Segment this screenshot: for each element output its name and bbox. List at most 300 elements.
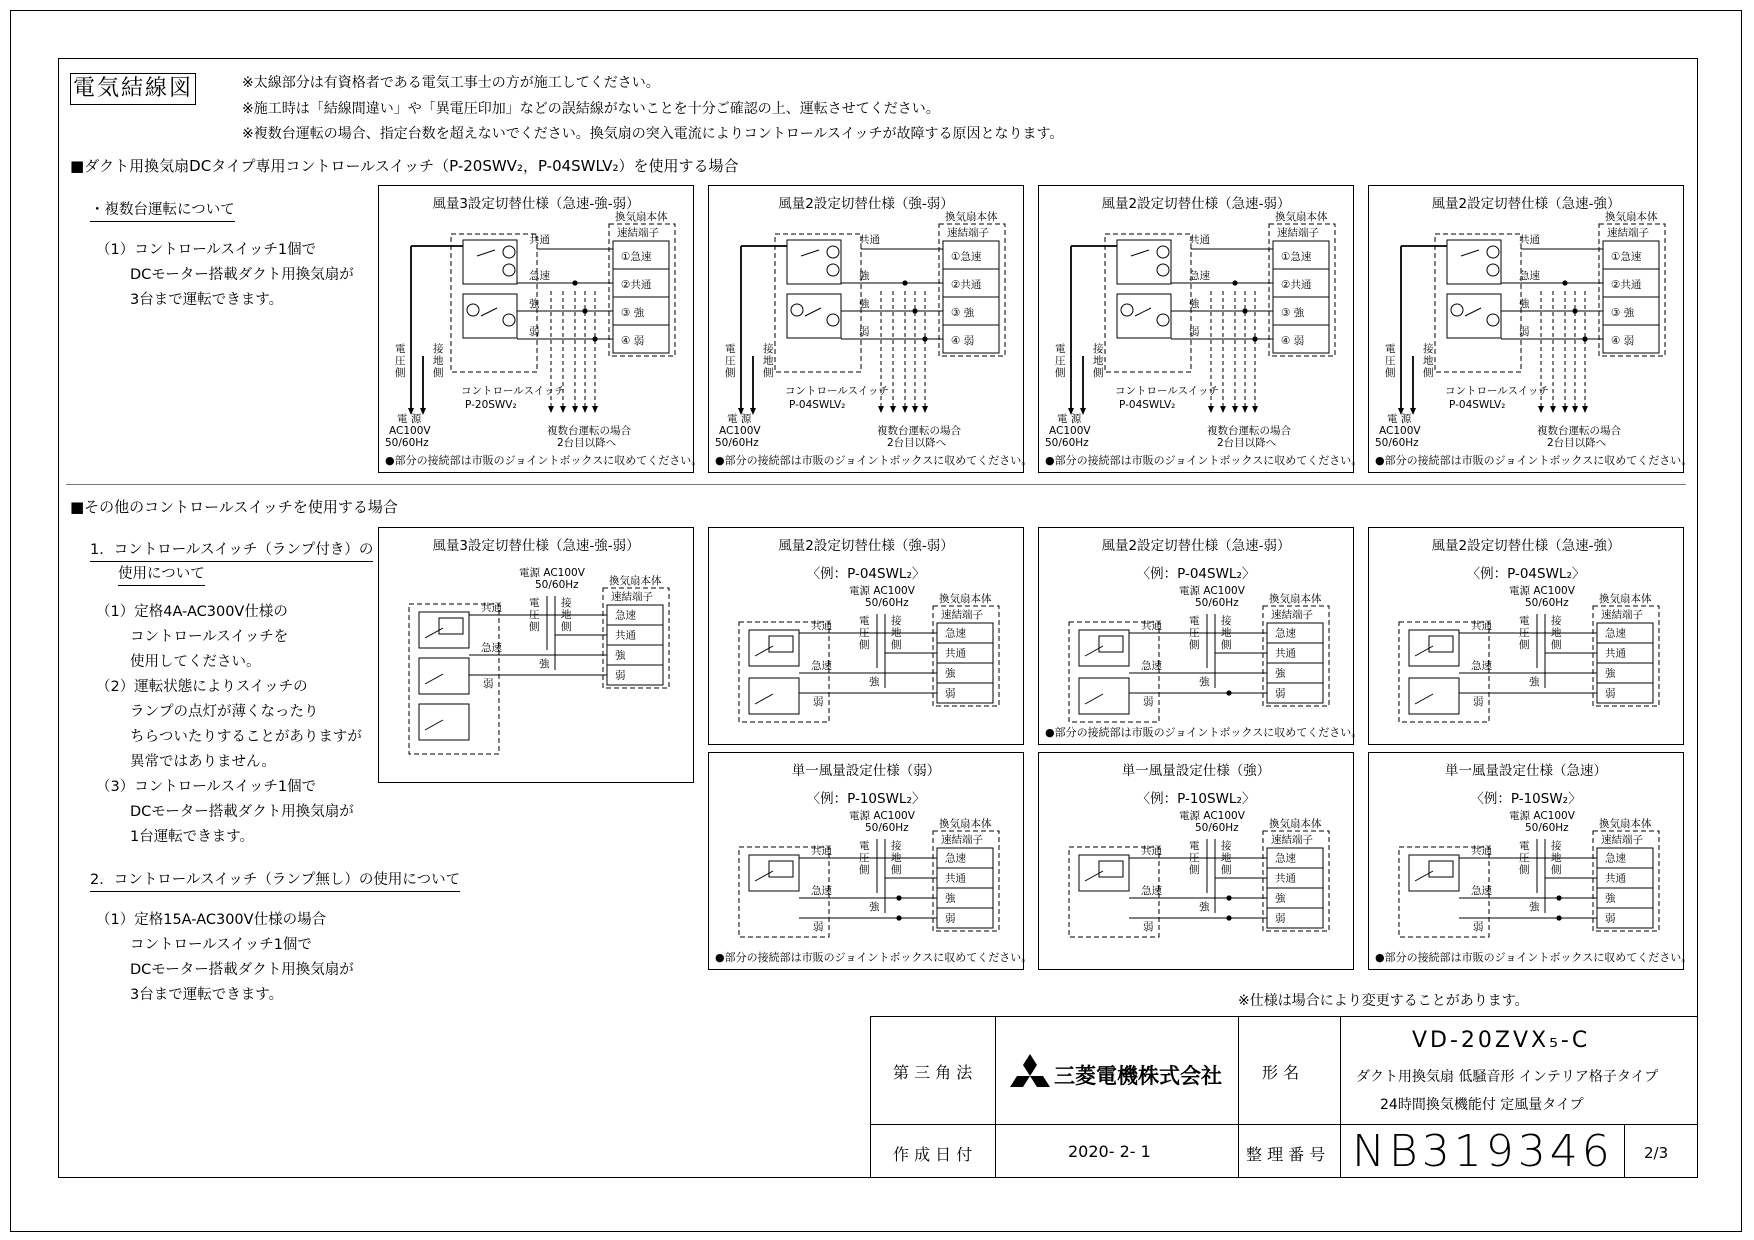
terminal-name: ③ 強	[951, 307, 975, 320]
ground-side-label: 側	[433, 367, 444, 379]
section1-text-2: DCモーター搭載ダクト用換気扇が	[130, 267, 354, 283]
wire	[1085, 871, 1103, 881]
multi-label-1: 複数台運転の場合	[547, 425, 631, 437]
switch-model: P-04SWLV₂	[1449, 399, 1506, 411]
terminal-name: 強	[1605, 892, 1616, 905]
terminal-name: ④ 弱	[1611, 335, 1635, 348]
switch-unit	[1447, 240, 1501, 284]
wire	[1465, 308, 1481, 316]
switch-unit	[1409, 630, 1459, 666]
voltage-side-label: 側	[395, 367, 406, 379]
unit-outline	[1593, 606, 1659, 706]
multi-label-1: 複数台運転の場合	[1537, 425, 1621, 437]
terminal-label: 速結端子	[1601, 609, 1643, 621]
unit-label: 換気扇本体	[1599, 593, 1652, 605]
unit-label: 換気扇本体	[1605, 211, 1658, 223]
power-ac-label: 電源 AC100V	[1509, 810, 1575, 822]
panel-subtitle: 〈例：P-04SWL₂〉	[806, 566, 926, 582]
voltage-side-label: 電	[859, 840, 870, 852]
wire-label: 共通	[1141, 845, 1162, 857]
ground-side-label: 地	[891, 852, 902, 864]
wiring-diagram	[709, 528, 1025, 746]
multi-label-2: 2台目以降へ	[557, 437, 617, 449]
terminal-label: 速結端子	[1607, 227, 1649, 239]
switch-unit	[787, 240, 841, 284]
wire-label: 強	[869, 676, 880, 688]
wire-label: 共通	[529, 234, 550, 246]
ground-side-label: 地	[433, 355, 444, 367]
voltage-side-label: 側	[1055, 367, 1066, 379]
panel-title: 風量2設定切替仕様（強-弱）	[778, 196, 954, 212]
ground-side-label: 側	[561, 621, 572, 633]
arrow-head	[878, 406, 884, 413]
panel-s2-4	[1368, 527, 1684, 745]
section2-text2-1: （1）定格15A-AC300V仕様の場合	[96, 912, 327, 928]
junction-dot	[1226, 690, 1231, 695]
power-hz: 50/60Hz	[1045, 437, 1089, 449]
page-number: 2/3	[1644, 1144, 1669, 1162]
switch-unit	[1117, 240, 1171, 284]
terminal-label: 速結端子	[1601, 834, 1643, 846]
terminal-name: 強	[945, 667, 956, 680]
arrow-head	[902, 406, 908, 413]
section2-sub2: 2．コントロールスイッチ（ランプ無し）の使用について	[90, 868, 460, 892]
ground-side-label: 接	[433, 343, 444, 355]
arrow-head	[922, 406, 928, 413]
date-label: 作 成 日 付	[893, 1145, 973, 1164]
terminal-circle	[791, 304, 803, 316]
wire-label: 急速	[529, 270, 550, 282]
panel-s2-7	[1368, 752, 1693, 970]
power-hz-label: 50/60Hz	[865, 822, 909, 834]
terminal-label: 速結端子	[611, 591, 653, 603]
terminal-circle	[827, 246, 839, 258]
ground-side-label: 側	[763, 367, 774, 379]
panel-title: 風量2設定切替仕様（急速-強）	[1431, 538, 1621, 554]
arrow-head	[1252, 406, 1258, 413]
wire	[755, 871, 773, 881]
ground-side-label: 側	[1423, 367, 1434, 379]
junction-dot	[1226, 895, 1231, 900]
wiring-diagram	[1039, 528, 1355, 746]
ground-side-label: 地	[1093, 355, 1104, 367]
switch-label: コントロールスイッチ	[785, 385, 890, 397]
terminal-circle	[467, 304, 479, 316]
terminal-name: ④ 弱	[951, 335, 975, 348]
ground-side-label: 地	[1423, 355, 1434, 367]
arrow-head	[572, 406, 578, 413]
header-note-3: ※複数台運転の場合、指定台数を超えないでください。換気扇の突入電流によりコントロールスイッチが故障する原因となります。	[242, 126, 1064, 142]
ground-side-label: 接	[1093, 343, 1104, 355]
wire-label: 急速	[811, 660, 832, 672]
voltage-side-label: 側	[1519, 864, 1530, 876]
section-divider	[66, 484, 1686, 485]
ground-side-label: 接	[1221, 615, 1232, 627]
wire-label: 共通	[811, 620, 832, 632]
terminal-circle	[827, 314, 839, 326]
terminal-name: ②共通	[1281, 279, 1312, 292]
wire	[805, 308, 821, 316]
terminal-name: 弱	[1275, 912, 1286, 925]
joint-note: ●部分の接続部は市販のジョイントボックスに収めてください。	[385, 454, 703, 467]
terminal-name: 急速	[1275, 852, 1296, 865]
wire-label: 強	[1529, 676, 1540, 688]
lamp-icon	[1429, 636, 1453, 652]
model-desc-2: 24時間換気機能付 定風量タイプ	[1380, 1097, 1584, 1113]
unit-label: 換気扇本体	[1269, 593, 1322, 605]
multi-label-2: 2台目以降へ	[1217, 437, 1277, 449]
terminal-circle	[503, 264, 515, 276]
terminal-name: 弱	[1605, 912, 1616, 925]
power-hz-label: 50/60Hz	[535, 579, 579, 591]
terminal-circle	[503, 314, 515, 326]
terminal-name: ③ 強	[1281, 307, 1305, 320]
terminal-circle	[1487, 246, 1499, 258]
panel-title: 風量3設定切替仕様（急速-強-弱）	[432, 196, 640, 212]
ground-side-label: 地	[1221, 852, 1232, 864]
mitsubishi-logo-icon	[1010, 1052, 1050, 1092]
terminal-circle	[1451, 304, 1463, 316]
date-value: 2020- 2- 1	[1068, 1142, 1151, 1161]
model-label: 形 名	[1262, 1063, 1300, 1082]
power-hz-label: 50/60Hz	[1195, 822, 1239, 834]
switch-housing	[775, 234, 861, 372]
power-label: 電 源	[397, 413, 422, 425]
terminal-name: 共通	[615, 629, 636, 642]
section2-heading: ■その他のコントロールスイッチを使用する場合	[70, 498, 398, 516]
unit-outline	[1593, 831, 1659, 931]
page-title: 電気結線図	[70, 73, 196, 105]
number-label: 整 理 番 号	[1246, 1145, 1326, 1164]
joint-note: ●部分の接続部は市販のジョイントボックスに収めてください。	[715, 951, 1033, 964]
unit-label: 換気扇本体	[939, 593, 992, 605]
tb-vline-2	[1238, 1016, 1239, 1178]
wiring-diagram	[1369, 528, 1685, 746]
terminal-name: ③ 強	[1611, 307, 1635, 320]
wire-label: 共通	[859, 234, 880, 246]
section2-sub1-line2: 使用について	[118, 562, 205, 586]
power-hz: 50/60Hz	[715, 437, 759, 449]
wiring-diagram	[379, 528, 695, 784]
voltage-side-label: 圧	[725, 355, 736, 367]
switch-housing	[1105, 234, 1191, 372]
switch-unit	[419, 612, 469, 648]
panel-title: 風量2設定切替仕様（急速-強）	[1431, 196, 1621, 212]
voltage-side-label: 圧	[1055, 355, 1066, 367]
wiring-diagram	[1369, 186, 1685, 474]
wire-label: 急速	[1471, 885, 1492, 897]
wire-label: 弱	[1473, 921, 1484, 933]
terminal-name: 急速	[945, 627, 966, 640]
wire-label: 共通	[1189, 234, 1210, 246]
lamp-icon	[769, 636, 793, 652]
wire	[477, 250, 495, 256]
unit-outline	[933, 831, 999, 931]
tb-hline	[870, 1124, 1698, 1125]
wire	[755, 694, 773, 704]
switch-model: P-20SWV₂	[465, 399, 517, 411]
voltage-side-label: 圧	[1189, 627, 1200, 639]
panel-subtitle: 〈例：P-04SWL₂〉	[1466, 566, 1586, 582]
panel-s2-2	[708, 527, 1024, 745]
panel-s1-2	[708, 185, 1033, 473]
wire-label: 急速	[1189, 270, 1210, 282]
power-hz-label: 50/60Hz	[1525, 597, 1569, 609]
wire	[1415, 646, 1433, 656]
power-ac: AC100V	[719, 425, 761, 437]
header-note-2: ※施工時は「結線間違い」や「異電圧印加」などの誤結線がないことを十分ご確認の上、運転させてください。	[242, 101, 940, 117]
terminal-name: ③ 強	[621, 307, 645, 320]
unit-label: 換気扇本体	[615, 211, 668, 223]
unit-outline	[603, 588, 669, 688]
power-ac-label: 電源 AC100V	[1179, 810, 1245, 822]
voltage-side-label: 側	[725, 367, 736, 379]
voltage-side-label: 電	[725, 343, 736, 355]
terminal-label: 速結端子	[617, 227, 659, 239]
lamp-icon	[1099, 861, 1123, 877]
junction-dot	[572, 280, 577, 285]
header-note-1: ※太線部分は有資格者である電気工事士の方が施工してください。	[242, 75, 660, 91]
ground-side-label: 接	[891, 840, 902, 852]
switch-unit	[1079, 855, 1129, 891]
wire-label: 共通	[1519, 234, 1540, 246]
section2-text1-9: DCモーター搭載ダクト用換気扇が	[130, 804, 354, 820]
section2-text1-3: 使用してください。	[130, 654, 261, 670]
power-hz-label: 50/60Hz	[865, 597, 909, 609]
junction-dot	[896, 915, 901, 920]
joint-note: ●部分の接続部は市販のジョイントボックスに収めてください。	[715, 454, 1033, 467]
wire-label: 弱	[1473, 696, 1484, 708]
wire-label: 弱	[813, 921, 824, 933]
arrow-head	[1572, 406, 1578, 413]
switch-unit	[1409, 678, 1459, 714]
voltage-side-label: 圧	[1519, 852, 1530, 864]
lamp-icon	[1099, 636, 1123, 652]
wire-label: 強	[539, 658, 550, 670]
power-hz: 50/60Hz	[1375, 437, 1419, 449]
wire-label: 強	[1199, 901, 1210, 913]
ground-side-label: 地	[763, 355, 774, 367]
panel-s2-1	[378, 527, 694, 783]
lamp-icon	[439, 618, 463, 634]
wire-label: 強	[1199, 676, 1210, 688]
power-hz: 50/60Hz	[385, 437, 429, 449]
wire-label: 急速	[1141, 885, 1162, 897]
terminal-circle	[827, 264, 839, 276]
terminal-name: 急速	[1605, 627, 1626, 640]
wire-label: 急速	[1519, 270, 1540, 282]
multi-label-2: 2台目以降へ	[1547, 437, 1607, 449]
projection-label: 第 三 角 法	[893, 1063, 973, 1082]
wire	[1415, 871, 1433, 881]
wire-label: 共通	[1471, 845, 1492, 857]
ground-side-label: 接	[1551, 840, 1562, 852]
panel-title: 単一風量設定仕様（急速）	[1445, 763, 1607, 779]
wire	[1131, 250, 1149, 256]
panel-title: 風量3設定切替仕様（急速-強-弱）	[432, 538, 640, 554]
terminal-label: 速結端子	[1271, 834, 1313, 846]
voltage-side-label: 電	[395, 343, 406, 355]
switch-unit	[749, 678, 799, 714]
wire-label: 弱	[1143, 696, 1154, 708]
lamp-icon	[1429, 861, 1453, 877]
section2-text1-5: ランプの点灯が薄くなったり	[130, 704, 319, 720]
wire-label: 急速	[1141, 660, 1162, 672]
terminal-name: 急速	[615, 609, 636, 622]
unit-outline	[1263, 606, 1329, 706]
switch-model: P-04SWLV₂	[1119, 399, 1176, 411]
wire-label: 弱	[859, 326, 870, 338]
wire	[425, 720, 443, 730]
voltage-side-label: 電	[1385, 343, 1396, 355]
wiring-diagram	[1039, 753, 1355, 971]
power-hz-label: 50/60Hz	[1195, 597, 1239, 609]
arrow-head	[1220, 406, 1226, 413]
voltage-side-label: 電	[1189, 615, 1200, 627]
section2-text1-10: 1台運転できます。	[130, 829, 255, 845]
wire	[755, 646, 773, 656]
terminal-name: 共通	[1275, 872, 1296, 885]
ground-side-label: 接	[891, 615, 902, 627]
wire-label: 共通	[481, 602, 502, 614]
panel-s1-4	[1368, 185, 1693, 473]
switch-model: P-04SWLV₂	[789, 399, 846, 411]
unit-outline	[1263, 831, 1329, 931]
voltage-side-label: 圧	[859, 627, 870, 639]
wire-label: 強	[1519, 298, 1530, 310]
ground-side-label: 接	[1551, 615, 1562, 627]
terminal-name: ④ 弱	[621, 335, 645, 348]
ground-side-label: 地	[1551, 852, 1562, 864]
panel-title: 単一風量設定仕様（弱）	[791, 763, 941, 779]
power-label: 電 源	[1387, 413, 1412, 425]
power-ac-label: 電源 AC100V	[1179, 585, 1245, 597]
voltage-side-label: 側	[1189, 864, 1200, 876]
wire-label: 強	[1529, 901, 1540, 913]
joint-note: ●部分の接続部は市販のジョイントボックスに収めてください。	[1375, 454, 1693, 467]
switch-housing	[1435, 234, 1521, 372]
terminal-name: 急速	[1275, 627, 1296, 640]
terminal-circle	[1157, 314, 1169, 326]
power-ac: AC100V	[1379, 425, 1421, 437]
section1-heading: ■ダクト用換気扇DCタイプ専用コントロールスイッチ（P-20SWV₂，P-04SWLV₂）を使用する場合	[70, 157, 739, 175]
arrow-head	[592, 406, 598, 413]
ground-side-label: 地	[1221, 627, 1232, 639]
joint-note: ●部分の接続部は市販のジョイントボックスに収めてください。	[1375, 951, 1693, 964]
panel-title: 風量2設定切替仕様（急速-弱）	[1101, 538, 1291, 554]
junction-dot	[1556, 915, 1561, 920]
voltage-side-label: 電	[529, 597, 540, 609]
drawing-number: NB319346	[1352, 1126, 1614, 1177]
arrow-head	[582, 406, 588, 413]
power-label: 電 源	[1057, 413, 1082, 425]
voltage-side-label: 電	[1519, 840, 1530, 852]
terminal-circle	[503, 246, 515, 258]
voltage-side-label: 側	[859, 864, 870, 876]
power-ac-label: 電源 AC100V	[849, 585, 915, 597]
terminal-name: ①急速	[1281, 251, 1312, 264]
switch-unit	[1079, 630, 1129, 666]
arrow-head	[1562, 406, 1568, 413]
ground-side-label: 地	[891, 627, 902, 639]
unit-label: 換気扇本体	[1599, 818, 1652, 830]
junction-dot	[1562, 280, 1567, 285]
arrow-head	[1208, 406, 1214, 413]
wire	[1085, 694, 1103, 704]
terminal-name: 弱	[1605, 687, 1616, 700]
unit-label: 換気扇本体	[945, 211, 998, 223]
section2-text1-1: （1）定格4A-AC300V仕様の	[96, 604, 288, 620]
switch-unit	[419, 658, 469, 694]
section2-text1-7: 異常ではありません。	[130, 754, 276, 770]
wire-label: 強	[869, 901, 880, 913]
wire-label: 強	[859, 270, 870, 282]
terminal-name: ①急速	[1611, 251, 1642, 264]
wire-label: 弱	[529, 326, 540, 338]
unit-label: 換気扇本体	[609, 575, 662, 587]
lamp-icon	[769, 861, 793, 877]
arrow-head	[1538, 406, 1544, 413]
panel-s1-1	[378, 185, 703, 473]
voltage-side-label: 圧	[1385, 355, 1396, 367]
switch-label: コントロールスイッチ	[461, 385, 566, 397]
wiring-diagram	[379, 186, 695, 474]
power-ac: AC100V	[1049, 425, 1091, 437]
power-ac-label: 電源 AC100V	[1509, 585, 1575, 597]
arrow-head	[1232, 406, 1238, 413]
voltage-side-label: 側	[529, 621, 540, 633]
ground-side-label: 接	[763, 343, 774, 355]
company-name: 三菱電機株式会社	[1054, 1064, 1222, 1088]
terminal-name: ②共通	[1611, 279, 1642, 292]
wiring-diagram	[1039, 186, 1355, 474]
voltage-side-label: 電	[859, 615, 870, 627]
wiring-diagram	[709, 186, 1025, 474]
switch-unit	[463, 240, 517, 284]
terminal-name: 共通	[945, 647, 966, 660]
company-logo	[1010, 1052, 1230, 1092]
terminal-name: ①急速	[621, 251, 652, 264]
section2-text2-3: DCモーター搭載ダクト用換気扇が	[130, 962, 354, 978]
wire-label: 強	[1189, 298, 1200, 310]
section2-text1-2: コントロールスイッチを	[130, 629, 289, 645]
terminal-circle	[1487, 314, 1499, 326]
multi-label-1: 複数台運転の場合	[877, 425, 961, 437]
voltage-side-label: 圧	[1189, 852, 1200, 864]
spec-note: ※仕様は場合により変更することがあります。	[1238, 993, 1529, 1009]
terminal-name: 共通	[1605, 647, 1626, 660]
joint-note: ●部分の接続部は市販のジョイントボックスに収めてください。	[1045, 726, 1363, 739]
ground-side-label: 側	[1093, 367, 1104, 379]
terminal-label: 速結端子	[941, 609, 983, 621]
wire-label: 急速	[481, 642, 502, 654]
unit-outline	[933, 606, 999, 706]
power-hz-label: 50/60Hz	[1525, 822, 1569, 834]
wire	[1085, 646, 1103, 656]
terminal-name: 共通	[1275, 647, 1296, 660]
wire	[425, 674, 443, 684]
wire-label: 弱	[483, 678, 494, 690]
terminal-name: 共通	[945, 872, 966, 885]
wire	[425, 628, 443, 638]
voltage-side-label: 側	[1519, 639, 1530, 651]
terminal-name: 強	[1275, 892, 1286, 905]
panel-subtitle: 〈例：P-10SW₂〉	[1470, 791, 1582, 807]
wire	[1461, 250, 1479, 256]
unit-label: 換気扇本体	[939, 818, 992, 830]
ground-side-label: 側	[1551, 864, 1562, 876]
section1-text-3: 3台まで運転できます。	[130, 292, 284, 308]
